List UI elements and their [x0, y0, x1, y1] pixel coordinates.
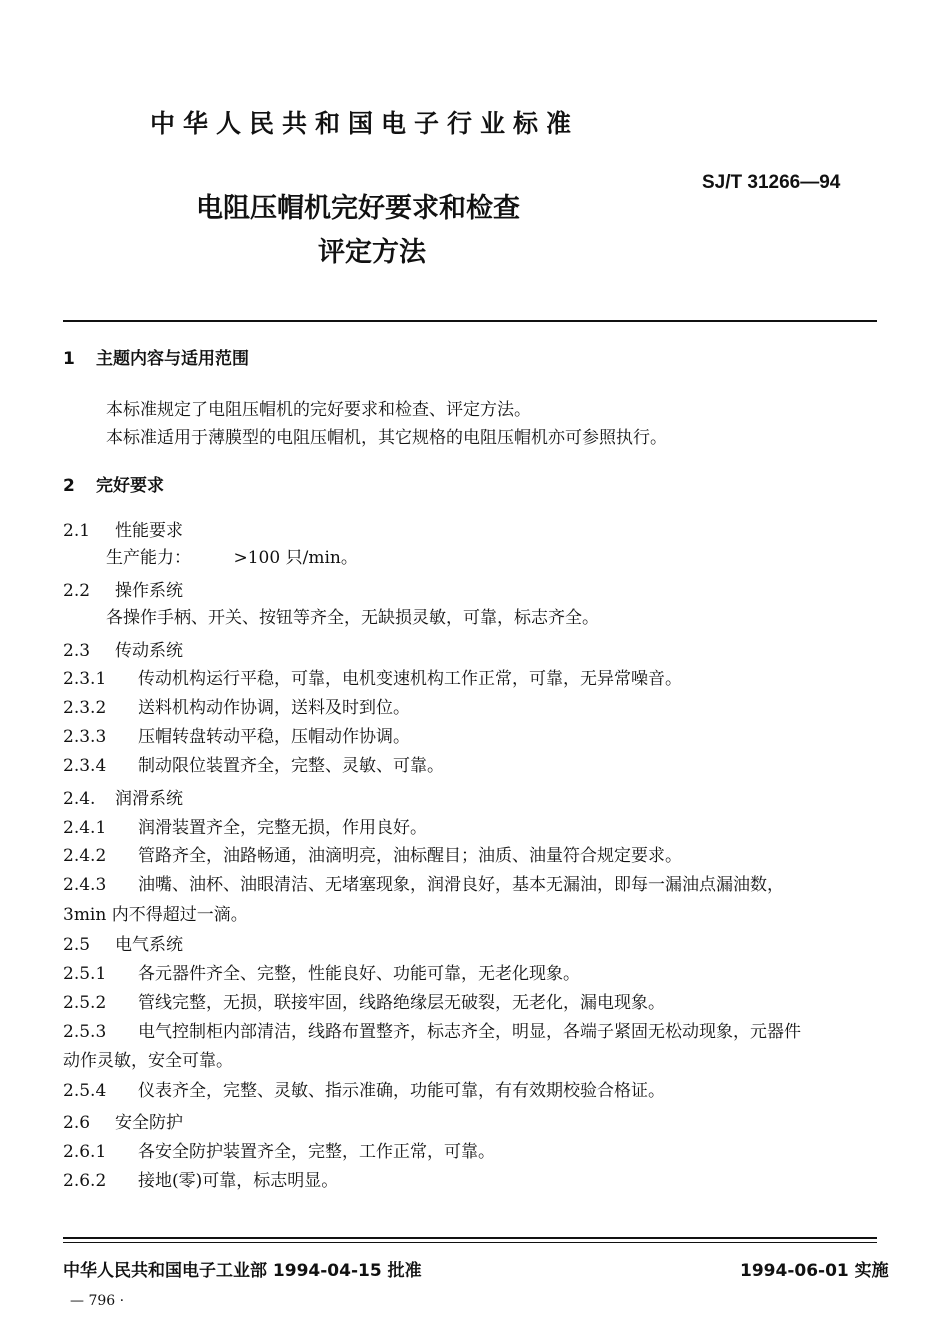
section-number: 2.1: [63, 521, 91, 541]
section-number: 2.5.2: [63, 993, 107, 1013]
section-text: 接地(零)可靠，标志明显。: [138, 1171, 339, 1191]
section-text: 安全防护: [115, 1113, 183, 1133]
section-number: 2.3.3: [63, 727, 107, 747]
footer-divider-top: [63, 1237, 877, 1239]
section-text: 3min 内不得超过一滴。: [63, 905, 248, 925]
section-number: 2.5.1: [63, 964, 107, 984]
section-text: 性能要求: [115, 521, 183, 541]
section-number: 2.4.3: [63, 875, 107, 895]
section-heading: 主题内容与适用范围: [96, 349, 249, 369]
section-number: 2.6.1: [63, 1142, 107, 1162]
section-text: 各元器件齐全、完整，性能良好、功能可靠，无老化现象。: [138, 964, 580, 984]
standard-org-header: 中华人民共和国电子行业标准: [150, 109, 580, 138]
section-number: 2.5: [63, 935, 91, 955]
section-text: 传动机构运行平稳，可靠，电机变速机构工作正常，可靠，无异常噪音。: [138, 669, 682, 689]
document-title-line-2: 评定方法: [318, 237, 426, 268]
section-text: 电气控制柜内部清洁，线路布置整齐，标志齐全，明显，各端子紧固无松动现象，元器件: [138, 1022, 801, 1042]
section-number: 2.3: [63, 641, 91, 661]
section-text: 压帽转盘转动平稳，压帽动作协调。: [138, 727, 410, 747]
section-number: 2.6.2: [63, 1171, 107, 1191]
section-text: 送料机构动作协调，送料及时到位。: [138, 698, 410, 718]
standard-code: SJ/T 31266—94: [702, 172, 841, 193]
section-number: 2.3.2: [63, 698, 107, 718]
section-text: 操作系统: [115, 581, 183, 601]
section-text: 仪表齐全，完整、灵敏、指示准确，功能可靠，有有效期校验合格证。: [138, 1081, 665, 1101]
section-number: 2: [63, 476, 75, 496]
section-text: 制动限位装置齐全，完整、灵敏、可靠。: [138, 756, 444, 776]
section-number: 1: [63, 349, 75, 369]
section-text: 本标准适用于薄膜型的电阻压帽机，其它规格的电阻压帽机亦可参照执行。: [106, 428, 667, 448]
section-text: 动作灵敏，安全可靠。: [63, 1051, 233, 1071]
section-number: 2.4.2: [63, 846, 107, 866]
section-number: 2.4.1: [63, 818, 107, 838]
section-text: 电气系统: [115, 935, 183, 955]
approval-text: 中华人民共和国电子工业部 1994-04-15 批准: [63, 1261, 422, 1281]
document-title-line-1: 电阻压帽机完好要求和检查: [196, 193, 520, 224]
section-number: 2.5.4: [63, 1081, 107, 1101]
section-text: 油嘴、油杯、油眼清洁、无堵塞现象，润滑良好，基本无漏油，即每一漏油点漏油数，: [138, 875, 784, 895]
page-number: — 796 ·: [70, 1293, 125, 1309]
section-number: 2.5.3: [63, 1022, 107, 1042]
top-divider: [63, 320, 877, 322]
section-text: 各操作手柄、开关、按钮等齐全，无缺损灵敏，可靠，标志齐全。: [106, 608, 599, 628]
section-text: 生产能力： >100 只/min。: [106, 548, 358, 568]
section-text: 传动系统: [115, 641, 183, 661]
section-number: 2.3.4: [63, 756, 107, 776]
section-number: 2.6: [63, 1113, 91, 1133]
section-text: 润滑装置齐全，完整无损，作用良好。: [138, 818, 427, 838]
section-text: 本标准规定了电阻压帽机的完好要求和检查、评定方法。: [106, 400, 531, 420]
section-number: 2.4.: [63, 789, 96, 809]
section-text: 管路齐全，油路畅通，油滴明亮，油标醒目；油质、油量符合规定要求。: [138, 846, 682, 866]
section-text: 润滑系统: [115, 789, 183, 809]
section-text: 各安全防护装置齐全，完整，工作正常，可靠。: [138, 1142, 495, 1162]
section-number: 2.2: [63, 581, 91, 601]
footer-divider-bottom: [63, 1242, 877, 1243]
section-number: 2.3.1: [63, 669, 107, 689]
section-text: 管线完整，无损，联接牢固，线路绝缘层无破裂，无老化，漏电现象。: [138, 993, 665, 1013]
section-heading: 完好要求: [96, 476, 164, 496]
effective-date: 1994-06-01 实施: [740, 1261, 889, 1281]
